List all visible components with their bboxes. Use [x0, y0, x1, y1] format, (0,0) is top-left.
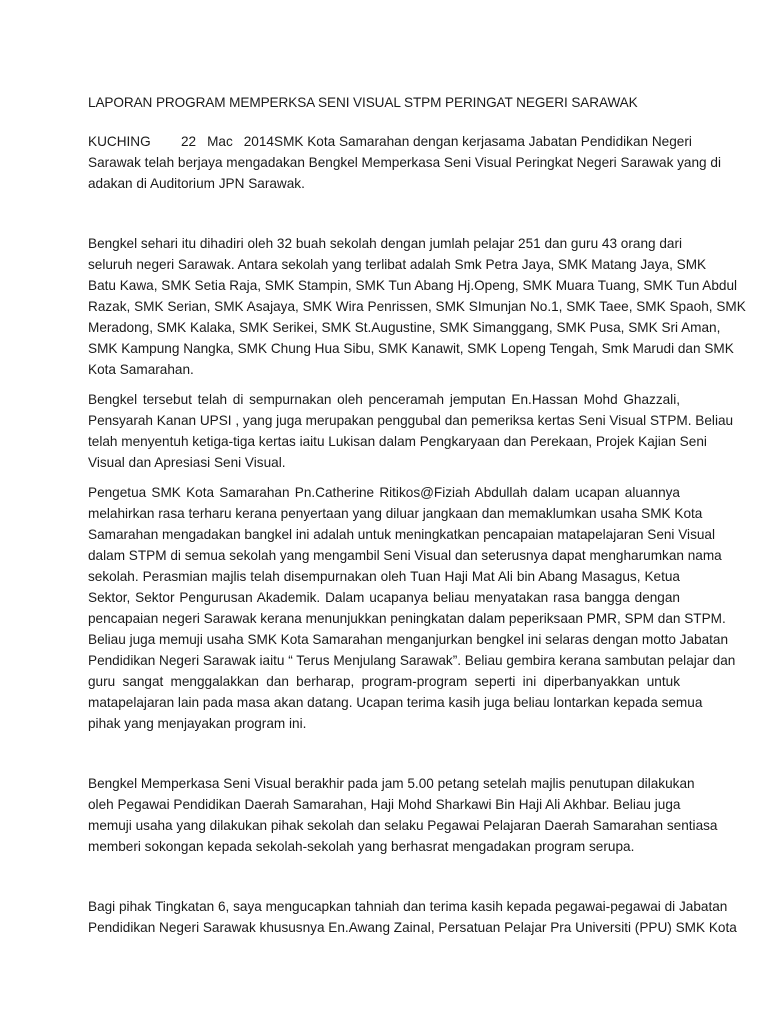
paragraph-line: matapelajaran lain pada masa akan datang. Ucapan terima kasih juga beliau lontarkan kepada semua [88, 695, 703, 710]
spacer [88, 122, 680, 131]
paragraph-line: Beliau juga memuji usaha SMK Kota Samarahan menganjurkan bengkel ini selaras dengan motto Jabatan [88, 632, 729, 647]
paragraph-intro [88, 131, 721, 194]
paragraph-line: Bengkel Memperkasa Seni Visual berakhir pada jam 5.00 petang setelah majlis penutupan dilakukan [88, 776, 695, 791]
spacer [88, 734, 680, 764]
spacer [88, 224, 680, 233]
paragraph-line: Pendidikan Negeri Sarawak iaitu “ Terus Menjulang Sarawak”. Beliau gembira kerana sambutan pelajar dan [88, 653, 736, 668]
spacer [88, 194, 680, 224]
paragraph-line: Sarawak telah berjaya mengadakan Bengkel Memperkasa Seni Visual Peringkat Negeri Sarawak yang di [88, 155, 721, 170]
paragraph-line: Kota Samarahan. [88, 362, 194, 377]
paragraph-line: Bagi pihak Tingkatan 6, saya mengucapkan tahniah dan terima kasih kepada pegawai-pegawai di Jabatan [88, 899, 728, 914]
document-page [88, 92, 746, 938]
spacer [88, 857, 680, 887]
paragraph-line: sekolah. Perasmian majlis telah disempurnakan oleh Tuan Haji Mat Ali bin Abang Masagus, Ketua [88, 569, 680, 584]
paragraph-closing [88, 773, 718, 857]
paragraph-line: pencapaian negeri Sarawak kerana menunjukkan peningkatan dalam peperiksaan PMR, SPM dan STPM. [88, 611, 726, 626]
paragraph-line: pihak yang menjayakan program ini. [88, 716, 307, 731]
paragraph-line: Pensyarah Kanan UPSI , yang juga merupakan penggubal dan pemeriksa kertas Seni Visual STPM. Beliau [88, 413, 734, 428]
paragraph-line: memuji usaha yang dilakukan pihak sekolah dan selaku Pegawai Pelajaran Daerah Samarahan sentiasa [88, 818, 718, 833]
dateline-place: KUCHING [88, 134, 151, 149]
paragraph-line: dalam STPM di semua sekolah yang mengambil Seni Visual dan seterusnya dapat mengharumkan nama [88, 548, 722, 563]
paragraph-line: Batu Kawa, SMK Setia Raja, SMK Stampin, SMK Tun Abang Hj.Openg, SMK Muara Tuang, SMK Tun Abdul [88, 278, 738, 293]
paragraph-line: Razak, SMK Serian, SMK Asajaya, SMK Wira Penrissen, SMK SImunjan No.1, SMK Taee, SMK Spaoh, SMK [88, 299, 746, 314]
dateline-date: 22 Mac 2014 [181, 134, 274, 149]
paragraph-line: guru sangat menggalakkan dan berharap, program-program seperti ini diperbanyakkan untuk [88, 674, 680, 689]
paragraph-thanks [88, 896, 737, 938]
paragraph-line: Samarahan mengadakan bangkel ini adalah untuk meningkatkan pencapaian matapelajaran Seni Visual [88, 527, 716, 542]
paragraph-speaker [88, 389, 734, 473]
paragraph-line: Pengetua SMK Kota Samarahan Pn.Catherine Ritikos@Fiziah Abdullah dalam ucapan aluannya [88, 485, 680, 500]
paragraph-line: adakan di Auditorium JPN Sarawak. [88, 176, 305, 191]
spacer [88, 764, 680, 773]
spacer [88, 380, 680, 389]
paragraph-line: Bengkel sehari itu dihadiri oleh 32 buah sekolah dengan jumlah pelajar 251 dan guru 43 orang dari [88, 236, 683, 251]
paragraph-line: telah menyentuh ketiga-tiga kertas iaitu Lukisan dalam Pengkaryaan dan Perekaan, Projek Kajian Seni [88, 434, 707, 449]
spacer [88, 887, 680, 896]
paragraph-line: oleh Pegawai Pendidikan Daerah Samarahan, Haji Mohd Sharkawi Bin Haji Ali Akhbar. Beliau juga [88, 797, 681, 812]
paragraph-line: SMK Kampung Nangka, SMK Chung Hua Sibu, SMK Kanawit, SMK Lopeng Tengah, Smk Marudi dan SMK [88, 341, 734, 356]
spacer [88, 473, 680, 482]
paragraph-line: seluruh negeri Sarawak. Antara sekolah yang terlibat adalah Smk Petra Jaya, SMK Matang Jaya, SMK [88, 257, 707, 272]
paragraph-line: Pendidikan Negeri Sarawak khususnya En.Awang Zainal, Persatuan Pelajar Pra Universiti (PPU) SMK Kota [88, 920, 737, 935]
paragraph-line: Visual dan Apresiasi Seni Visual. [88, 455, 286, 470]
paragraph-line: memberi sokongan kepada sekolah-sekolah yang berhasrat mengadakan program serupa. [88, 839, 635, 854]
paragraph-line: Bengkel tersebut telah di sempurnakan oleh penceramah jemputan En.Hassan Mohd Ghazzali, [88, 392, 680, 407]
paragraph-line [88, 131, 692, 152]
paragraph-line: Meradong, SMK Kalaka, SMK Serikei, SMK St.Augustine, SMK Simanggang, SMK Pusa, SMK Sri Aman, [88, 320, 721, 335]
paragraph-line: melahirkan rasa terharu kerana penyertaan yang diluar jangkaan dan memaklumkan usaha SMK Kota [88, 506, 703, 521]
paragraph-line: Sektor, Sektor Pengurusan Akademik. Dalam ucapanya beliau menyatakan rasa bangga dengan [88, 590, 680, 605]
paragraph-attendance [88, 233, 746, 380]
report-title: LAPORAN PROGRAM MEMPERKSA SENI VISUAL STPM PERINGAT NEGERI SARAWAK [88, 95, 638, 110]
paragraph-line-text: SMK Kota Samarahan dengan kerjasama Jabatan Pendidikan Negeri [274, 134, 692, 149]
paragraph-principal [88, 482, 736, 734]
